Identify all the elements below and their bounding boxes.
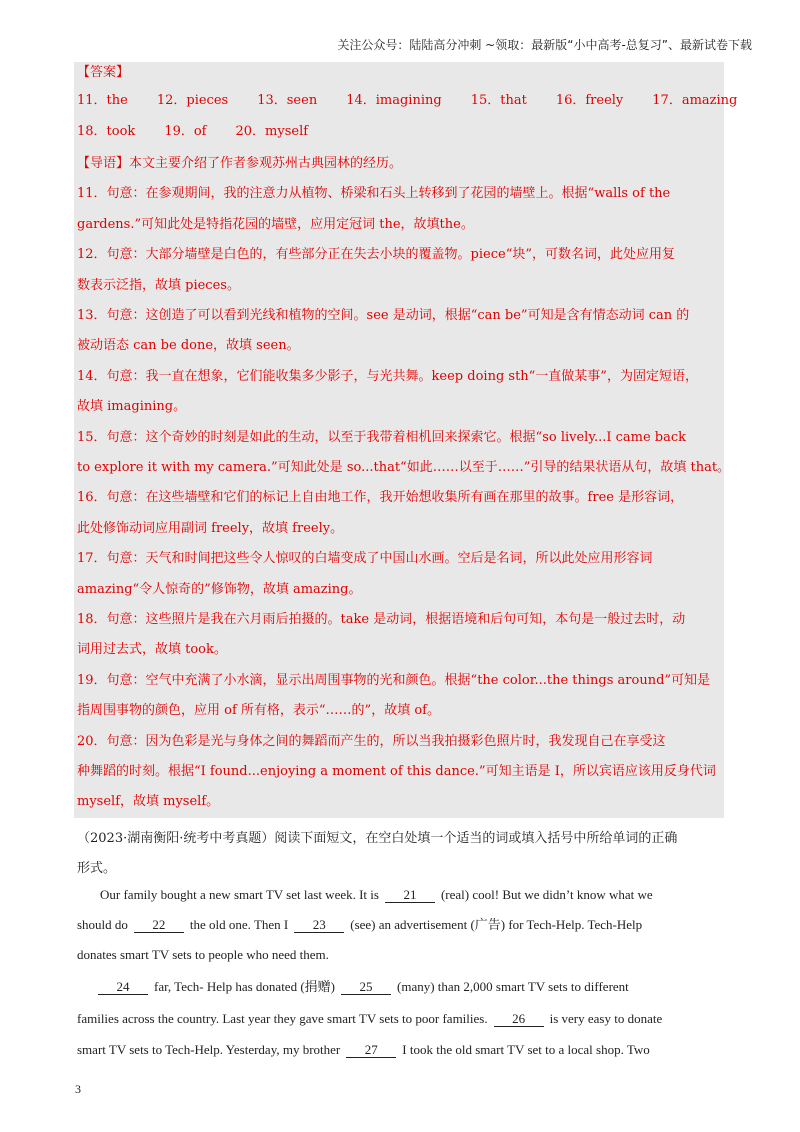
blank-21[interactable]: 21 — [385, 888, 435, 903]
answer-list-row-2 — [77, 123, 337, 141]
blank-25[interactable]: 25 — [341, 980, 391, 995]
passage-line — [98, 978, 629, 996]
explanation-line: 词用过去式，故填 took。 — [77, 642, 227, 658]
blank-27[interactable]: 27 — [346, 1043, 396, 1058]
answer-item: 19．of — [164, 124, 207, 139]
passage-text: I took the old smart TV set to a local shop. Two — [402, 1042, 650, 1057]
passage-text: (real) cool! But we didn’t know what we — [440, 887, 653, 902]
passage-text: (see) an advertisement (广告) for Tech-Help. Tech-Help — [350, 917, 643, 932]
blank-24[interactable]: 24 — [98, 980, 148, 995]
explanation-line: 【导语】本文主要介绍了作者参观苏州古典园林的经历。 — [77, 156, 403, 171]
passage-text: (many) than 2,000 smart TV sets to different — [397, 979, 629, 994]
blank-26[interactable]: 26 — [494, 1012, 544, 1027]
explanation-line: 17．句意：天气和时间把这些令人惊叹的白墙变成了中国山水画。空后是名词，所以此处应用形容词 — [77, 551, 653, 567]
explanation-line: amazing“令人惊奇的”修饰物，故填 amazing。 — [77, 581, 362, 597]
answer-item: 11．the — [77, 93, 128, 108]
explanation-line: 16．句意：在这些墙壁和它们的标记上自由地工作，我开始想收集所有画在那里的故事。free 是形容词， — [77, 490, 684, 506]
explanation-line: 11．句意：在参观期间，我的注意力从植物、桥梁和石头上转移到了花园的墙壁上。根据“walls of the — [77, 186, 671, 202]
answer-list-row-1 — [77, 92, 766, 110]
passage-text: smart TV sets to Tech-Help. Yesterday, my brother — [77, 1042, 341, 1057]
passage-line — [77, 1041, 650, 1059]
explanation-line: 14．句意：我一直在想象，它们能收集多少影子，与光共舞。keep doing sth“一直做某事”，为固定短语， — [77, 368, 698, 384]
explanation-line: 指周围事物的颜色，应用 of 所有格，表示“……的”，故填 of。 — [77, 703, 440, 719]
answer-item: 17．amazing — [652, 93, 738, 108]
page-header: 关注公众号：陆陆高分冲刺 ~领取：最新版“小中高考-总复习”、最新试卷下载 — [337, 38, 752, 52]
passage-line — [77, 1010, 662, 1028]
explanation-line: 18．句意：这些照片是我在六月雨后拍摄的。take 是动词，根据语境和后句可知，本句是一般过去时，动 — [77, 612, 686, 627]
explanation-line: 20．句意：因为色彩是光与身体之间的舞蹈而产生的，所以当我拍摄彩色照片时，我发现自己在享受这 — [77, 733, 666, 749]
answer-item: 18．took — [77, 124, 136, 139]
explanation-line: 13．句意：这创造了可以看到光线和植物的空间。see 是动词，根据“can be”可知是含有情态动词 can 的 — [77, 308, 690, 323]
passage-text: should do — [77, 917, 128, 932]
page-number: 3 — [75, 1082, 81, 1096]
answer-item: 13．seen — [257, 93, 318, 108]
passage-text: families across the country. Last year they gave smart TV sets to poor families. — [77, 1011, 488, 1026]
passage-text: Our family bought a new smart TV set last week. It is — [100, 887, 379, 902]
blank-23[interactable]: 23 — [294, 918, 344, 933]
explanation-line: 19．句意：空气中充满了小水滴，显示出周围事物的光和颜色。根据“the color...the things around”可知是 — [77, 672, 711, 688]
explanation-line: 此处修饰动词应用副词 freely，故填 freely。 — [77, 520, 344, 536]
answer-label: 【答案】 — [77, 65, 130, 80]
blank-22[interactable]: 22 — [134, 918, 184, 933]
explanation-line: 12．句意：大部分墙壁是白色的，有些部分正在失去小块的覆盖物。piece“块”，可数名词，此处应用复 — [77, 247, 675, 263]
explanation-line: to explore it with my camera.”可知此处是 so...that“如此……以至于……”引导的结果状语从句，故填 that。 — [77, 460, 731, 475]
explanation-line: myself，故填 myself。 — [77, 794, 220, 810]
passage-text: is very easy to donate — [549, 1011, 663, 1026]
question-intro-line-1: （2023·湖南衡阳·统考中考真题）阅读下面短文，在空白处填一个适当的词或填入括号中所给单词的正确 — [77, 831, 678, 846]
explanation-line: 被动语态 can be done，故填 seen。 — [77, 338, 300, 354]
explanation-line: 数表示泛指，故填 pieces。 — [77, 277, 240, 293]
answer-item: 16．freely — [555, 93, 624, 108]
answer-item: 14．imagining — [346, 93, 442, 108]
passage-line — [100, 886, 653, 904]
answer-item: 15．that — [470, 93, 527, 108]
answer-item: 20．myself — [235, 124, 309, 139]
explanation-line: 种舞蹈的时刻。根据“I found...enjoying a moment of this dance.”可知主语是 I，所以宾语应该用反身代词 — [77, 764, 716, 779]
explanation-line: 15．句意：这个奇妙的时刻是如此的生动，以至于我带着相机回来探索它。根据“so lively...I came back — [77, 429, 687, 445]
passage-line — [77, 916, 642, 934]
passage-text: the old one. Then I — [189, 917, 289, 932]
passage-text: far, Tech- Help has donated (捐赠) — [154, 979, 335, 994]
answer-item: 12．pieces — [156, 93, 229, 108]
question-intro-line-2: 形式。 — [77, 861, 117, 876]
passage-line: donates smart TV sets to people who need them. — [77, 947, 329, 962]
explanation-line: 故填 imagining。 — [77, 399, 187, 415]
explanation-line: gardens.”可知此处是特指花园的墙壁，应用定冠词 the，故填the。 — [77, 216, 474, 232]
